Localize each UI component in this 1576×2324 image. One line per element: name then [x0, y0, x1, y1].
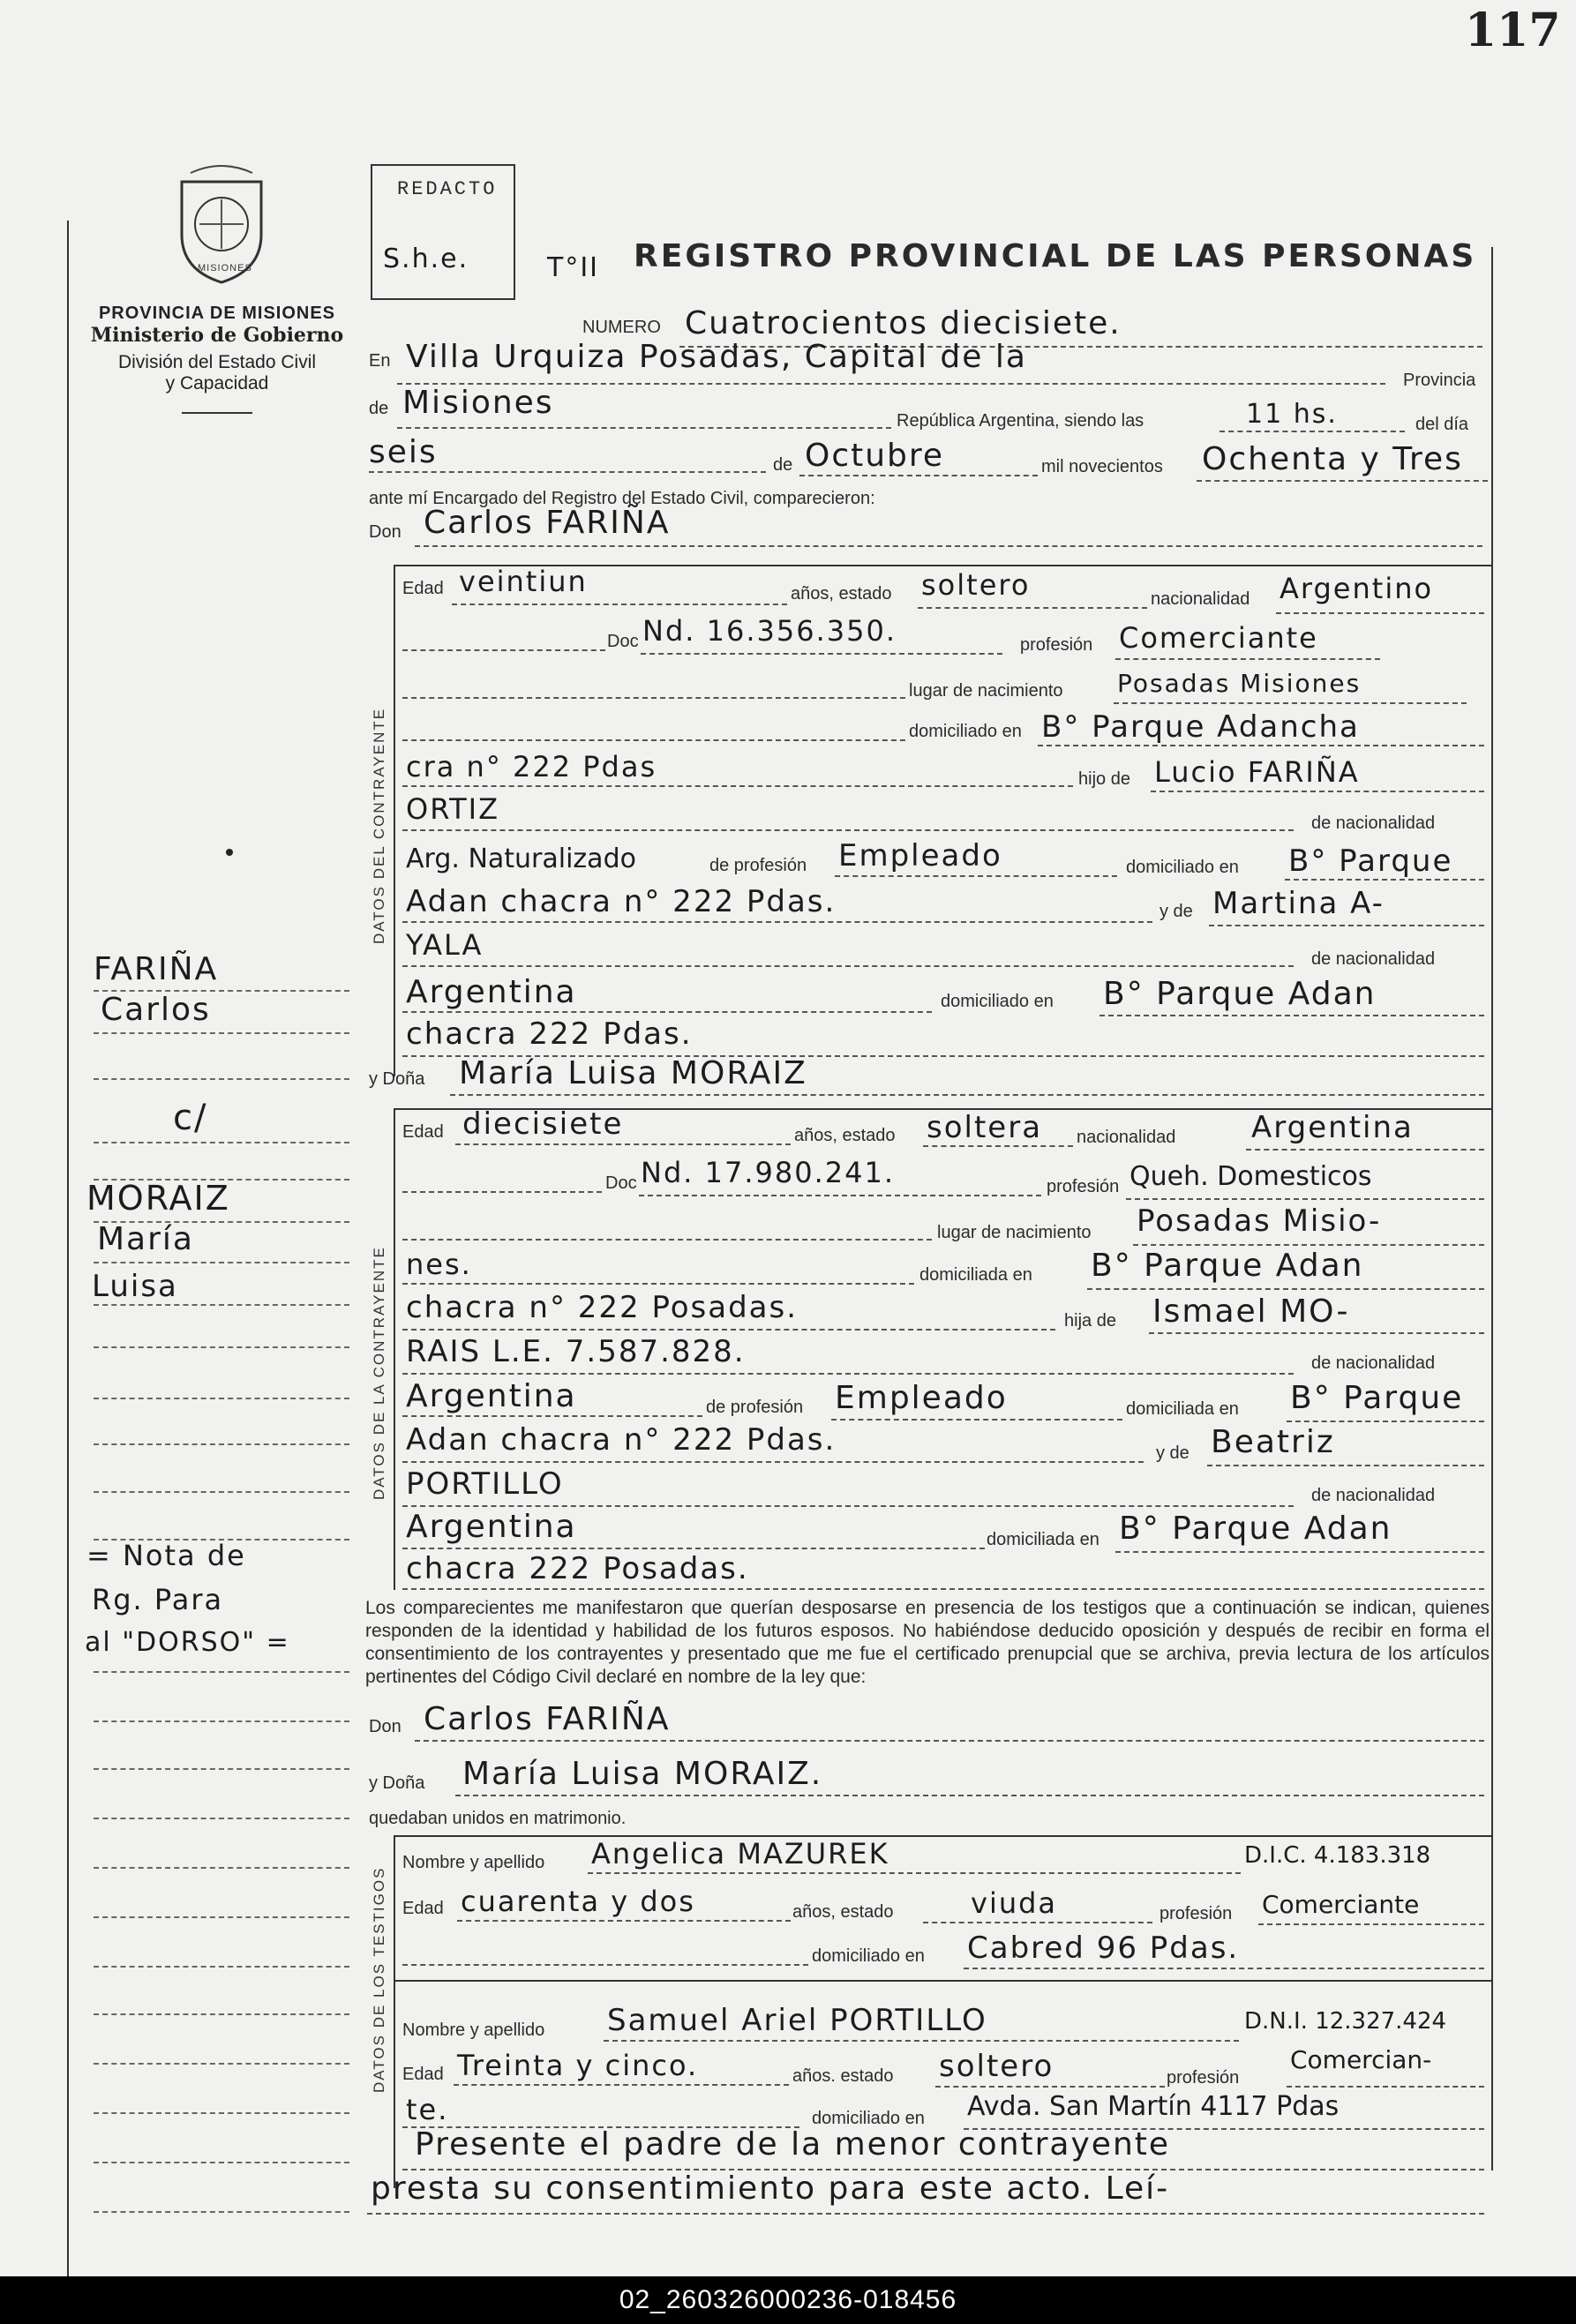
groom-madre-nac-line [402, 1011, 932, 1013]
right-border [1491, 247, 1493, 2170]
margin-given-2a: María [97, 1221, 194, 1257]
witness-section-label: DATOS DE LOS TESTIGOS [371, 1866, 387, 2093]
issuer-capacity: y Capacidad [165, 373, 269, 394]
margin-line-21 [94, 2013, 349, 2015]
bride-prof-label: profesión [1047, 1177, 1120, 1196]
bride-madre-nac-line [402, 1548, 985, 1549]
w2-estado-line [935, 2086, 1165, 2088]
groom-estado-label: años, estado [791, 584, 892, 603]
del-dia-label: del día [1415, 415, 1469, 434]
witness-section-top [394, 1835, 1491, 1837]
w2-name: Samuel Ariel PORTILLO [607, 2003, 987, 2038]
groom-lugar-line [1114, 702, 1467, 704]
margin-line-11 [94, 1443, 349, 1445]
year-line [1197, 480, 1488, 482]
groom-padre-nac: Arg. Naturalizado [406, 843, 636, 874]
w2-estado-label: años. estado [792, 2066, 894, 2086]
w2-dom-label: domiciliado en [812, 2109, 925, 2128]
bride-padre-dom2-line [402, 1461, 1144, 1463]
bride-estado-line [923, 1145, 1073, 1147]
bride-padre-1: Ismael MO- [1152, 1293, 1350, 1330]
bride-lugar-line [1133, 1244, 1484, 1246]
bride-edad: diecisiete [462, 1106, 624, 1142]
w1-doc: D.I.C. 4.183.318 [1244, 1842, 1431, 1869]
tomo: T°II [547, 252, 600, 283]
groom-section-label: DATOS DEL CONTRAYENTE [371, 707, 387, 944]
groom-padre-dom-2: Adan chacra n° 222 Pdas. [406, 884, 837, 919]
hour-value: 11 hs. [1246, 399, 1338, 430]
bride-nac-line [1246, 1149, 1484, 1151]
groom-edad: veintiun [459, 565, 588, 598]
groom-doc: Nd. 16.356.350. [642, 614, 897, 648]
w1-dom-label: domiciliado en [812, 1946, 925, 1966]
groom-padre2-line [402, 829, 1294, 831]
groom-lugar-label: lugar de nacimiento [909, 681, 1063, 701]
groom-madre2-line [402, 965, 1294, 967]
groom-padre-dom-line [1285, 879, 1484, 881]
bride-madre-dom-label: domiciliada en [987, 1530, 1099, 1549]
provincia-label: Provincia [1403, 371, 1476, 390]
groom-edad-label: Edad [402, 579, 444, 598]
groom-lugar-pre-line [402, 697, 905, 699]
bride-padre-2: RAIS L.E. 7.587.828. [406, 1334, 746, 1369]
groom-padre-dom2-line [402, 921, 1152, 923]
groom-padre-line [1151, 791, 1484, 792]
bride-madre-2: PORTILLO [406, 1466, 564, 1502]
bride-dom2-line [402, 1329, 1055, 1331]
decl-groom-line [415, 1740, 1484, 1742]
republica-label: República Argentina, siendo las [897, 411, 1144, 431]
don-label: Don [369, 522, 402, 542]
decl-bride-line [455, 1795, 1484, 1796]
margin-given-2b: Luisa [92, 1269, 178, 1304]
w1-estado-label: años, estado [792, 1902, 894, 1922]
groom-nac-label: nacionalidad [1151, 589, 1250, 609]
w1-domicilio: Cabred 96 Pdas. [967, 1930, 1240, 1966]
w2-name-label: Nombre y apellido [402, 2020, 545, 2040]
bride-padre-dom-label: domiciliada en [1126, 1399, 1239, 1419]
w2-name-line [604, 2040, 1239, 2042]
bride-madre-nac: Argentina [406, 1509, 577, 1545]
decl-y-dona-label: y Doña [369, 1773, 425, 1793]
groom-domicilio-2: cra n° 222 Pdas [406, 750, 657, 783]
issuer-ministry: Ministerio de Gobierno [90, 324, 344, 347]
margin-line-3 [94, 1078, 349, 1080]
margin-line-14 [94, 1671, 349, 1673]
margin-line-23 [94, 2112, 349, 2114]
margin-note-3: al "DORSO" = [85, 1627, 290, 1658]
closing-line-2: presta su consentimiento para este acto. Leí- [371, 2170, 1170, 2207]
groom-padre-2: ORTIZ [406, 792, 499, 826]
w1-dom-line [964, 1968, 1484, 1969]
margin-dot-1 [226, 849, 233, 856]
w2-edad: Treinta y cinco. [457, 2049, 699, 2082]
de2-label: de [773, 455, 793, 475]
groom-dom2-line [402, 785, 1073, 787]
day-line [369, 471, 766, 473]
margin-line-22 [94, 2063, 349, 2065]
w1-name-label: Nombre y apellido [402, 1853, 545, 1872]
bride-doc: Nd. 17.980.241. [641, 1156, 895, 1189]
bride-dom-line [1087, 1288, 1484, 1290]
groom-prof-line [1115, 658, 1380, 660]
decl-groom: Carlos FARIÑA [424, 1701, 671, 1737]
bride-doc-pre-line [402, 1191, 602, 1193]
closing-line-1: Presente el padre de la menor contrayente [415, 2126, 1171, 2163]
w2-prof-label: profesión [1167, 2068, 1240, 2088]
groom-madre-2: YALA [406, 928, 484, 962]
groom-hijo-label: hijo de [1078, 769, 1130, 789]
left-margin-border [67, 221, 69, 2276]
w1-profesion: Comerciante [1262, 1890, 1420, 1919]
w2-doc: D.N.I. 12.327.424 [1244, 2008, 1447, 2035]
margin-line-20 [94, 1966, 349, 1968]
margin-line-19 [94, 1916, 349, 1918]
mil-label: mil novecientos [1041, 457, 1163, 476]
groom-profesion: Comerciante [1119, 621, 1318, 655]
groom-doc-label: Doc [607, 632, 639, 651]
issuer-block [85, 304, 349, 414]
bride-lugar-nac-2: nes. [406, 1248, 472, 1281]
groom-padre-1: Lucio FARIÑA [1154, 755, 1360, 789]
groom-estado-line [918, 607, 1147, 609]
issuer-province: PROVINCIA DE MISIONES [98, 304, 336, 323]
en-label: En [369, 351, 391, 371]
bride-name-line [450, 1094, 1484, 1096]
groom-padre-prof: Empleado [838, 838, 1002, 873]
margin-surname-2: MORAIZ [86, 1179, 230, 1218]
w2-edad-label: Edad [402, 2065, 444, 2084]
bride-lugar-nac-1: Posadas Misio- [1137, 1203, 1382, 1239]
w1-prof-label: profesión [1159, 1904, 1233, 1923]
bride-nacionalidad: Argentina [1251, 1110, 1414, 1145]
seal-text: MISIONES [198, 263, 252, 274]
groom-madre-dom-1: B° Parque Adan [1103, 976, 1377, 1012]
margin-line-15 [94, 1721, 349, 1722]
w2-profesion-2: te. [406, 2093, 449, 2126]
w1-prof-line [1258, 1923, 1484, 1925]
bride-hija-label: hija de [1064, 1311, 1116, 1331]
groom-dom-line [1038, 745, 1484, 746]
w1-name-line [588, 1872, 1241, 1874]
groom-nac-line [1276, 612, 1484, 614]
groom-padre-nac-label: de nacionalidad [1311, 813, 1436, 833]
margin-line-16 [94, 1768, 349, 1770]
groom-name-line [415, 545, 1482, 547]
bride-madre-dom-2: chacra 222 Posadas. [406, 1551, 749, 1586]
groom-dom-pre-line [402, 739, 905, 741]
bride-padre-dom-line [1287, 1421, 1484, 1422]
bride-madre2-line [402, 1505, 1294, 1507]
groom-edad-line [452, 603, 787, 605]
bride-prof-line [1126, 1198, 1484, 1200]
declaration-text: Los comparecientes me manifestaron que querían desposarse en presencia de los testigos que a continuación se indican, quienes responden de la identidad y habilidad de los futuros esposos. No habiéndose deducido oposición y después de recibir en forma el consentimiento de los contrayentes y presentado que me fue el certificado prenupcial que se archiva, previa lectura de los artículos pertinentes del Código Civil declaré en nombre de la ley que: [365, 1598, 1490, 1687]
bride-doc-label: Doc [605, 1173, 637, 1193]
bride-section-left-border [394, 1108, 395, 1590]
page-number: 117 [1465, 4, 1561, 57]
margin-line-17 [94, 1818, 349, 1819]
bride-y-dona-label: y Doña [369, 1069, 425, 1089]
footer-id: 02_260326000236-018456 [0, 2276, 1576, 2324]
official-seal [164, 164, 279, 286]
month-value: Octubre [805, 438, 945, 474]
bride-madre-nac-label: de nacionalidad [1311, 1486, 1436, 1505]
margin-line-18 [94, 1867, 349, 1869]
groom-name: Carlos FARIÑA [424, 505, 671, 541]
margin-c: c/ [173, 1098, 208, 1138]
groom-nacionalidad: Argentino [1280, 572, 1434, 605]
registry-title: REGISTRO PROVINCIAL DE LAS PERSONAS [634, 238, 1477, 274]
groom-dom-label: domiciliado en [909, 722, 1022, 741]
w1-name: Angelica MAZUREK [591, 1837, 889, 1870]
bride-padre2-line [402, 1373, 1294, 1375]
w1-edad-line [457, 1920, 791, 1922]
groom-doc-pre-line [402, 649, 605, 651]
margin-line-7 [94, 1262, 349, 1263]
decl-don-label: Don [369, 1717, 402, 1736]
bride-padre-nac-label: de nacionalidad [1311, 1353, 1436, 1373]
w1-edad-label: Edad [402, 1899, 444, 1918]
groom-padre-dom-label: domiciliado en [1126, 858, 1239, 877]
groom-estado: soltero [921, 568, 1031, 602]
margin-line-9 [94, 1346, 349, 1348]
groom-padre-prof-label: de profesión [709, 856, 807, 875]
bride-estado-label: años, estado [794, 1126, 896, 1145]
groom-madre-nac-label: de nacionalidad [1311, 949, 1436, 969]
margin-note-2: Rg. Para [92, 1583, 224, 1616]
bride-edad-line [455, 1143, 791, 1145]
bride-padre-nac-line [402, 1415, 702, 1417]
margin-line-25 [94, 2211, 349, 2213]
bride-madre-dom-line [1115, 1551, 1484, 1553]
margin-given-1: Carlos [101, 992, 211, 1028]
margin-surname-1: FARIÑA [94, 951, 219, 987]
groom-madre-1: Martina A- [1212, 886, 1385, 921]
groom-padre-dom-1: B° Parque [1288, 843, 1453, 879]
w2-profesion-1: Comercian- [1290, 2045, 1432, 2074]
hour-line [1220, 431, 1405, 432]
bride-padre-nac: Argentina [406, 1378, 577, 1414]
groom-lugar-nac: Posadas Misiones [1117, 669, 1362, 698]
issuer-division: División del Estado Civil [117, 352, 317, 372]
redacto-box [371, 164, 515, 300]
witness-divider [394, 1980, 1491, 1982]
groom-section-left-border [394, 565, 395, 1076]
bride-profesion: Queh. Domesticos [1129, 1161, 1372, 1192]
province-line [397, 427, 891, 429]
bride-domicilio-2: chacra n° 222 Posadas. [406, 1290, 799, 1325]
year-value: Ochenta y Tres [1202, 441, 1463, 477]
groom-y-de-label: y de [1159, 902, 1193, 921]
bride-madre-line [1207, 1465, 1484, 1466]
bride-y-de-label: y de [1156, 1443, 1190, 1463]
groom-madre-dom-line [1099, 1015, 1484, 1016]
w2-estado: soltero [939, 2049, 1054, 2084]
bride-madre-dom-1: B° Parque Adan [1119, 1511, 1392, 1547]
witness-section-left-border [394, 1835, 395, 2188]
groom-doc-line [641, 653, 1002, 655]
issuer-divider [182, 412, 252, 414]
margin-line-24 [94, 2162, 349, 2163]
quedaban-label: quedaban unidos en matrimonio. [369, 1809, 627, 1828]
bride-domicilio-1: B° Parque Adan [1091, 1248, 1364, 1284]
decl-bride: María Luisa MORAIZ. [462, 1756, 823, 1792]
groom-prof-label: profesión [1020, 635, 1093, 655]
month-line [799, 475, 1038, 476]
bride-padre-prof-line [831, 1419, 1122, 1421]
place-value: Villa Urquiza Posadas, Capital de la [406, 339, 1027, 375]
bride-padre-prof: Empleado [835, 1380, 1008, 1416]
w1-edad: cuarenta y dos [461, 1885, 695, 1918]
w2-edad-line [454, 2084, 789, 2086]
day-value: seis [369, 434, 438, 470]
bride-padre-dom-2: Adan chacra n° 222 Pdas. [406, 1422, 837, 1458]
groom-madre-dom-label: domiciliado en [941, 992, 1054, 1011]
bride-padre-dom-1: B° Parque [1290, 1380, 1464, 1416]
ante-label: ante mí Encargado del Registro del Estado Civil, comparecieron: [369, 489, 875, 508]
w2-prof-line [1287, 2086, 1484, 2088]
groom-domicilio-1: B° Parque Adancha [1041, 709, 1360, 745]
w1-estado-line [923, 1922, 1152, 1923]
bride-section-label: DATOS DE LA CONTRAYENTE [371, 1246, 387, 1500]
bride-lugar2-line [402, 1283, 914, 1285]
numero-value: Cuatrocientos diecisiete. [685, 305, 1122, 341]
redacto-value: S.h.e. [383, 244, 469, 274]
groom-padre-prof-line [835, 875, 1117, 877]
bride-estado: soltera [927, 1110, 1043, 1145]
groom-madre-nac: Argentina [406, 974, 577, 1010]
closing-line-2-rule [367, 2213, 1484, 2215]
margin-line-2 [94, 1032, 349, 1034]
bride-padre-line [1149, 1332, 1484, 1334]
w1-dom-pre-line [402, 1964, 808, 1966]
redacto-label: REDACTO [397, 178, 498, 200]
bride-nac-label: nacionalidad [1077, 1128, 1176, 1147]
margin-line-12 [94, 1491, 349, 1493]
numero-label: NUMERO [582, 318, 661, 337]
bride-name: María Luisa MORAIZ [459, 1055, 807, 1091]
w1-estado: viuda [971, 1886, 1058, 1920]
margin-line-8 [94, 1304, 349, 1306]
province-value: Misiones [402, 385, 554, 421]
bride-madre-dom2-line [402, 1588, 1484, 1590]
bride-dom-label: domiciliada en [919, 1265, 1032, 1285]
de-label: de [369, 399, 389, 418]
bride-padre-prof-label: de profesión [706, 1398, 804, 1417]
w2-domicilio: Avda. San Martín 4117 Pdas [967, 2091, 1340, 2122]
margin-note-1: = Nota de [86, 1539, 246, 1572]
margin-line-10 [94, 1398, 349, 1399]
groom-madre-dom-2: chacra 222 Pdas. [406, 1016, 693, 1052]
bride-lugar-pre-line [402, 1239, 932, 1241]
bride-madre-1: Beatriz [1211, 1424, 1335, 1460]
groom-madre-line [1209, 925, 1484, 926]
bride-lugar-label: lugar de nacimiento [937, 1223, 1092, 1242]
bride-edad-label: Edad [402, 1122, 444, 1142]
margin-line-4 [94, 1142, 349, 1143]
bride-doc-line [639, 1195, 1041, 1196]
